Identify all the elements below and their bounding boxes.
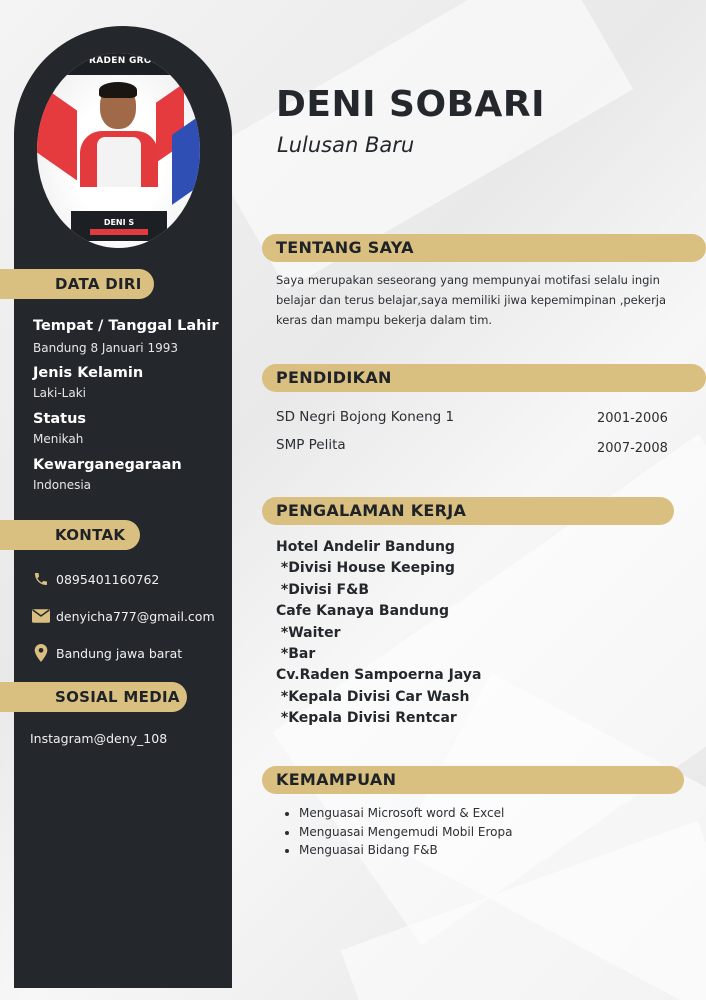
address-contact [32,644,182,662]
education-years: 2007-2008 [597,441,668,456]
pengalaman-heading: PENGALAMAN KERJA [262,497,674,525]
work-line: *Kepala Divisi Car Wash [276,688,470,705]
nationality-value: Indonesia [33,478,92,492]
work-line: *Divisi F&B [276,581,369,598]
status-value: Menikah [33,432,84,446]
gender-value: Laki-Laki [33,386,86,400]
location-pin-icon [32,644,50,662]
phone-number: 0895401160762 [56,571,160,587]
email-address: denyicha777@gmail.com [56,608,215,624]
phone-contact[interactable] [32,570,159,588]
profile-photo [37,53,200,248]
email-contact[interactable] [32,607,215,625]
nationality-label: Kewarganegaraan [33,457,182,473]
work-line: *Kepala Divisi Rentcar [276,710,457,727]
birth-label: Tempat / Tanggal Lahir [33,318,219,334]
instagram-handle[interactable]: Instagram@deny_108 [30,731,168,746]
phone-icon [32,570,50,588]
photo-brand-text: RADEN GROU [89,56,160,66]
status-label: Status [33,411,87,427]
work-line: Hotel Andelir Bandung [276,539,455,555]
skill-item: • Menguasai Microsoft word & Excel [299,804,512,823]
about-text: Saya merupakan seseorang yang mempunyai motifasi selalu ingin belajar dan terus belajar,saya memiliki jiwa kepemimpinan ,pekerja keras dan mampu bekerja dalam tim. [276,273,667,327]
education-years: 2001-2006 [597,411,668,426]
skills-list [284,804,512,860]
kemampuan-heading: KEMAMPUAN [262,766,684,794]
work-line: *Bar [276,646,316,663]
work-experience-list [276,537,481,730]
pendidikan-heading: PENDIDIKAN [262,364,706,392]
person-title: Lulusan Baru [277,133,415,157]
work-line: Cv.Raden Sampoerna Jaya [276,667,482,684]
envelope-icon [32,607,50,625]
gender-label: Jenis Kelamin [33,365,144,381]
skill-item: • Menguasai Mengemudi Mobil Eropa [299,823,512,842]
data-diri-heading: DATA DIRI [0,269,154,299]
person-name: DENI SOBARI [276,84,545,125]
tentang-heading: TENTANG SAYA [262,234,706,262]
address-text: Bandung jawa barat [56,645,183,661]
work-line: Cafe Kanaya Bandung [276,603,449,620]
photo-nameplate: DENI S [103,218,135,227]
work-line: *Divisi House Keeping [276,560,455,577]
kontak-heading: KONTAK [0,520,140,550]
education-school: SD Negri Bojong Koneng 1 [276,409,455,425]
work-line: *Waiter [276,624,341,641]
sosial-media-heading: SOSIAL MEDIA [0,682,187,712]
education-school: SMP Pelita [276,437,346,453]
birth-value: Bandung 8 Januari 1993 [33,341,178,355]
skill-item: • Menguasai Bidang F&B [299,841,512,860]
